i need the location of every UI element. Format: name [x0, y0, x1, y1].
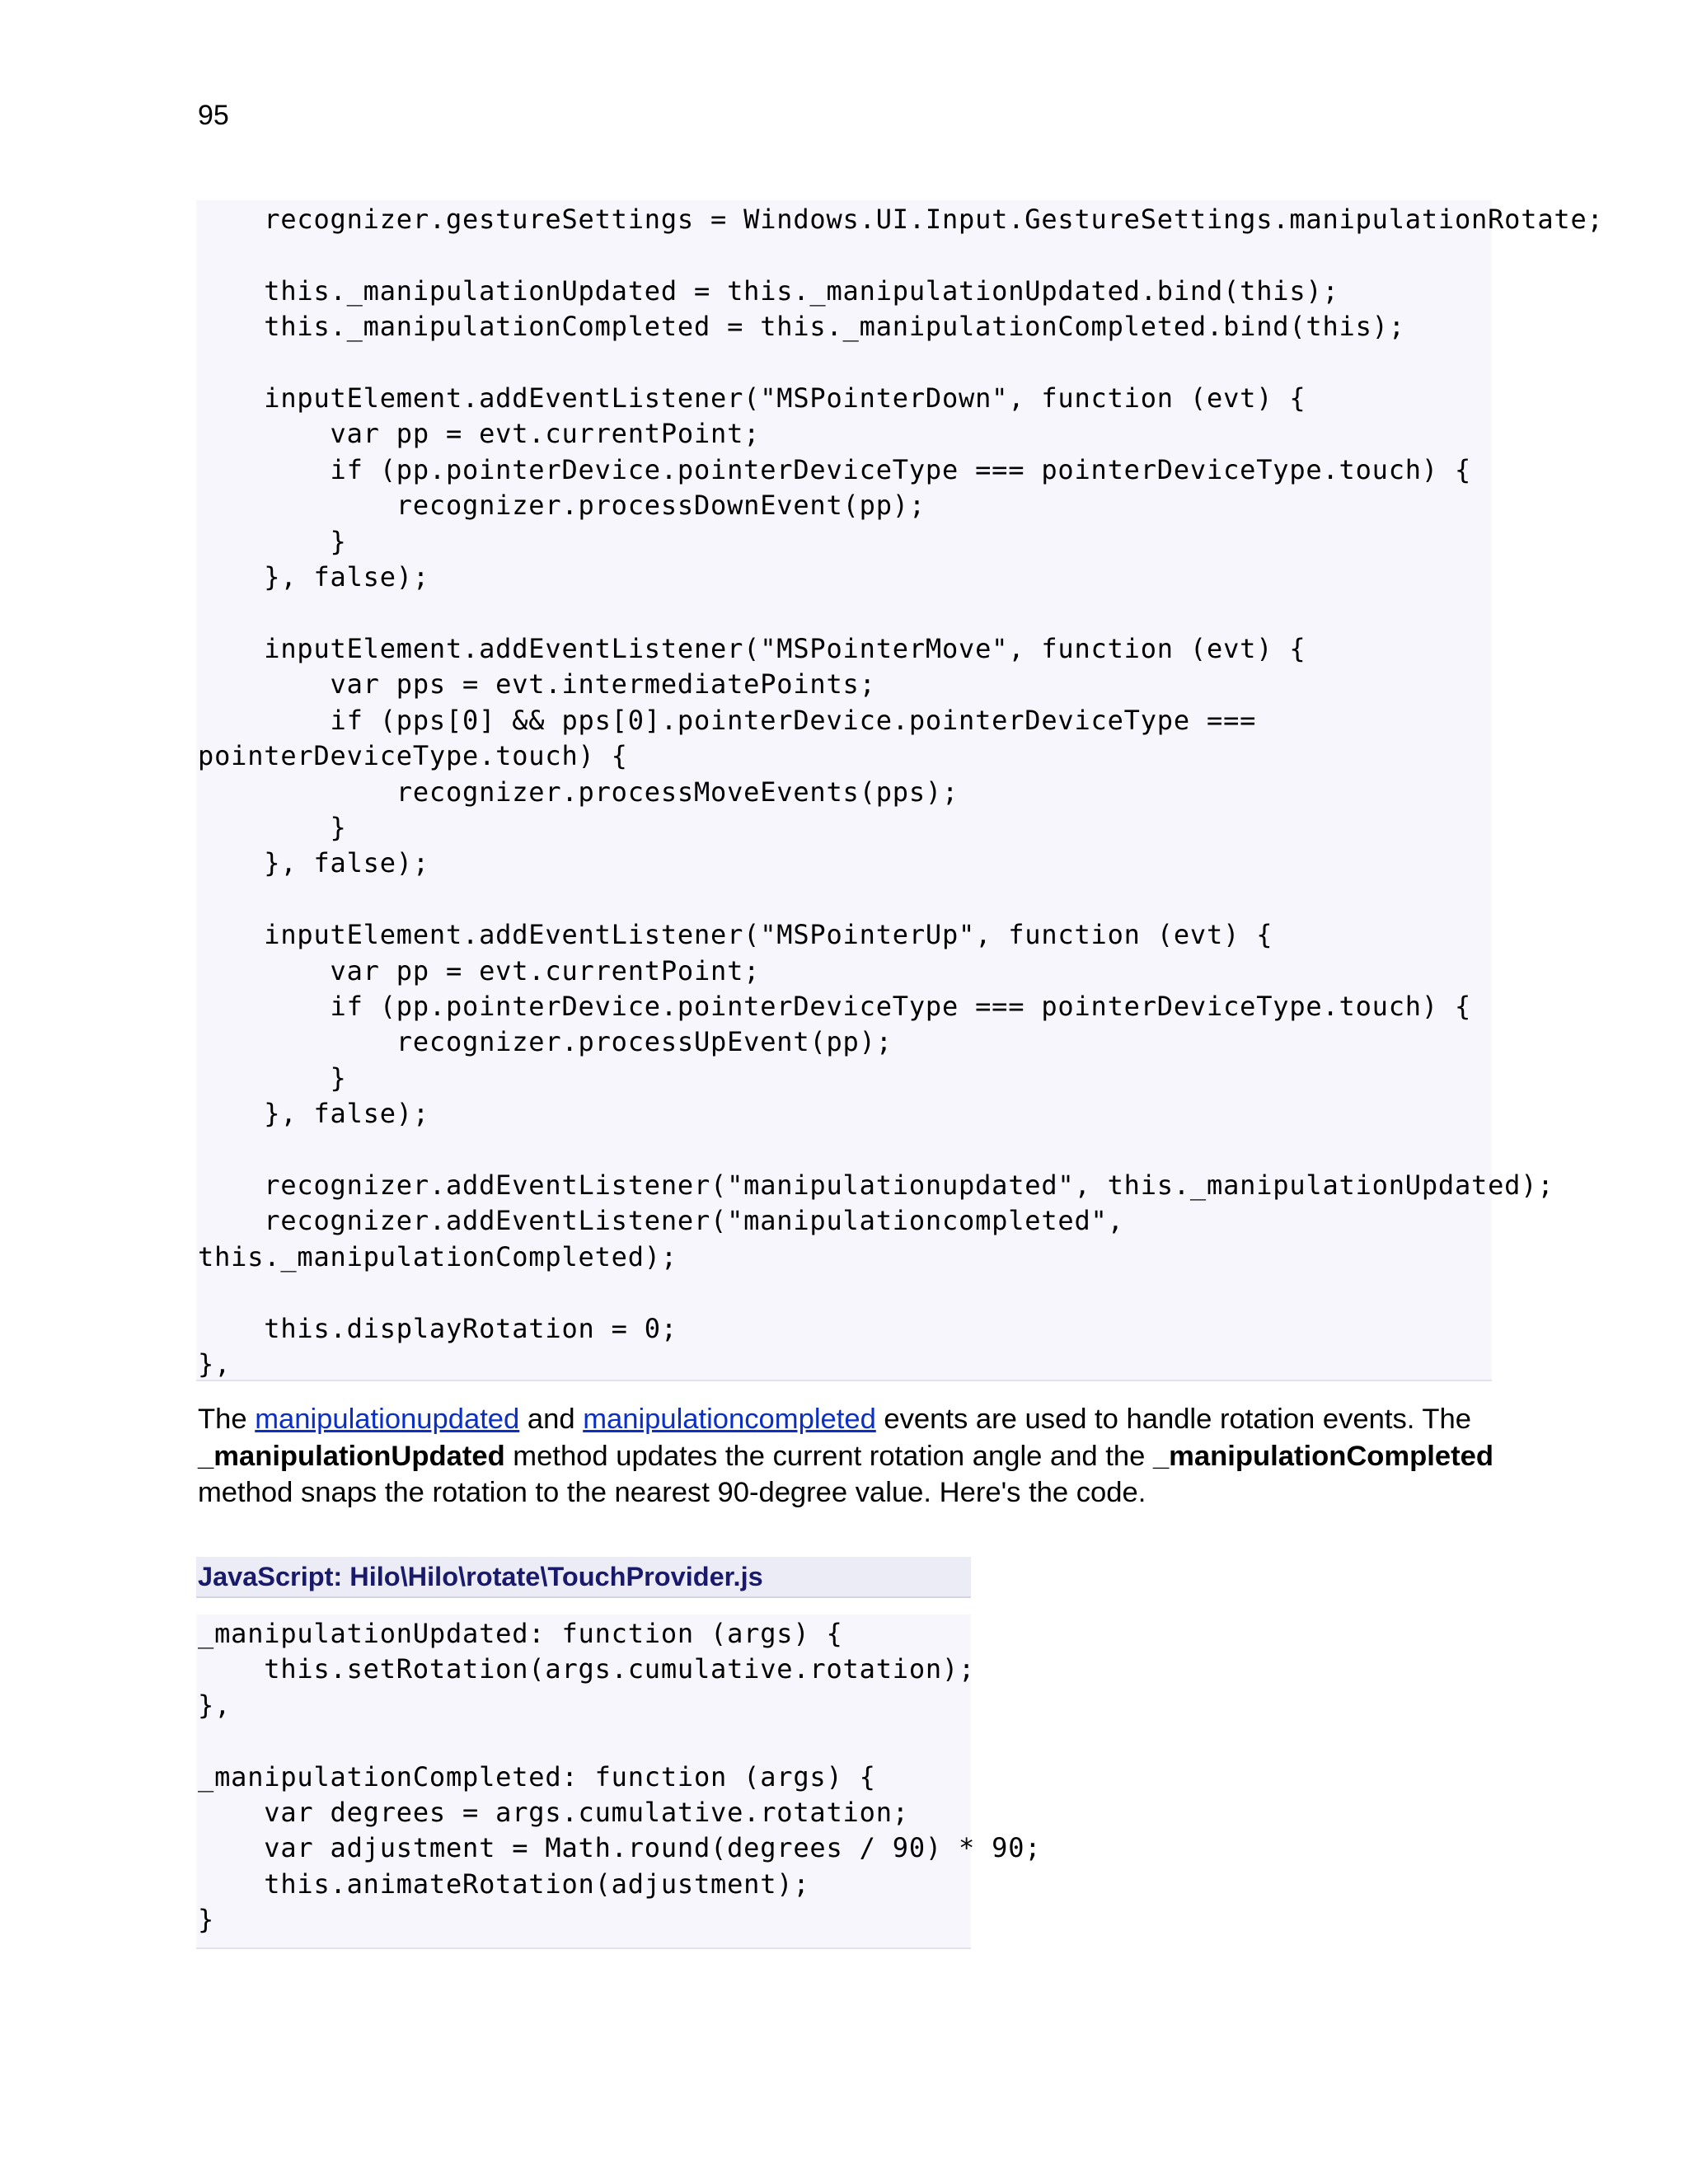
- code-listing: recognizer.gestureSettings = Windows.UI.Input.GestureSettings.manipulationRotate; this._manipulationUpdated = this._manipulationUpdated.bind(this); this._manipulationCompleted = this._manipulationCompleted.bind(this); inputElement.addEventListener("MSPointerDown", function (evt) { var pp = evt.currentPoint; if (pp.pointerDevice.pointerDeviceType === pointerDeviceType.touch) { recognizer.processDownEvent(pp); } }, false); inputElement.addEventListener("MSPointerMove", function (evt) { var pps = evt.intermediatePoints; if (pps[0] && pps[0].pointerDevice.pointerDeviceType === pointerDeviceType.touch) { recognizer.processMoveEvents(pps); } }, false); inputElement.addEventListener("MSPointerUp", function (evt) { var pp = evt.currentPoint; if (pp.pointerDevice.pointerDeviceType === pointerDeviceType.touch) { recognizer.processUpEvent(pp); } }, false); recognizer.addEventListener("manipulationupdated", this._manipulationUpdated); recognizer.addEventListener("manipulationcompleted", this._manipulationCompleted); this.displayRotation = 0; },: [198, 204, 1604, 1380]
- paragraph-text: method updates the current rotation angle and the: [504, 1440, 1153, 1472]
- page-number: 95: [198, 100, 229, 131]
- paragraph-text: The: [198, 1404, 256, 1435]
- code-caption: JavaScript: Hilo\Hilo\rotate\TouchProvider.js: [196, 1557, 971, 1598]
- code-block-touch-provider-init: [196, 200, 1604, 1381]
- code-listing: _manipulationUpdated: function (args) { this.setRotation(args.cumulative.rotation); }, _manipulationCompleted: function (args) { var degrees = args.cumulative.rotation; var adjustment = Math.round(degrees / 90) * 90; this.animateRotation(adjustment); }: [198, 1618, 1042, 1936]
- method-name-manipulation-updated: _manipulationUpdated: [198, 1440, 505, 1472]
- paragraph-text: and: [519, 1404, 584, 1435]
- body-paragraph: [198, 1401, 1500, 1511]
- paragraph-text: method snaps the rotation to the nearest 90-degree value. Here's the code.: [198, 1477, 1146, 1508]
- link-manipulationupdated[interactable]: manipulationupdated: [255, 1404, 520, 1435]
- code-block-manipulation-handlers: [196, 1615, 1042, 1949]
- link-manipulationcompleted[interactable]: manipulationcompleted: [583, 1404, 876, 1435]
- method-name-manipulation-completed: _manipulationCompleted: [1152, 1440, 1493, 1472]
- paragraph-text: events are used to handle rotation events. The: [875, 1404, 1471, 1435]
